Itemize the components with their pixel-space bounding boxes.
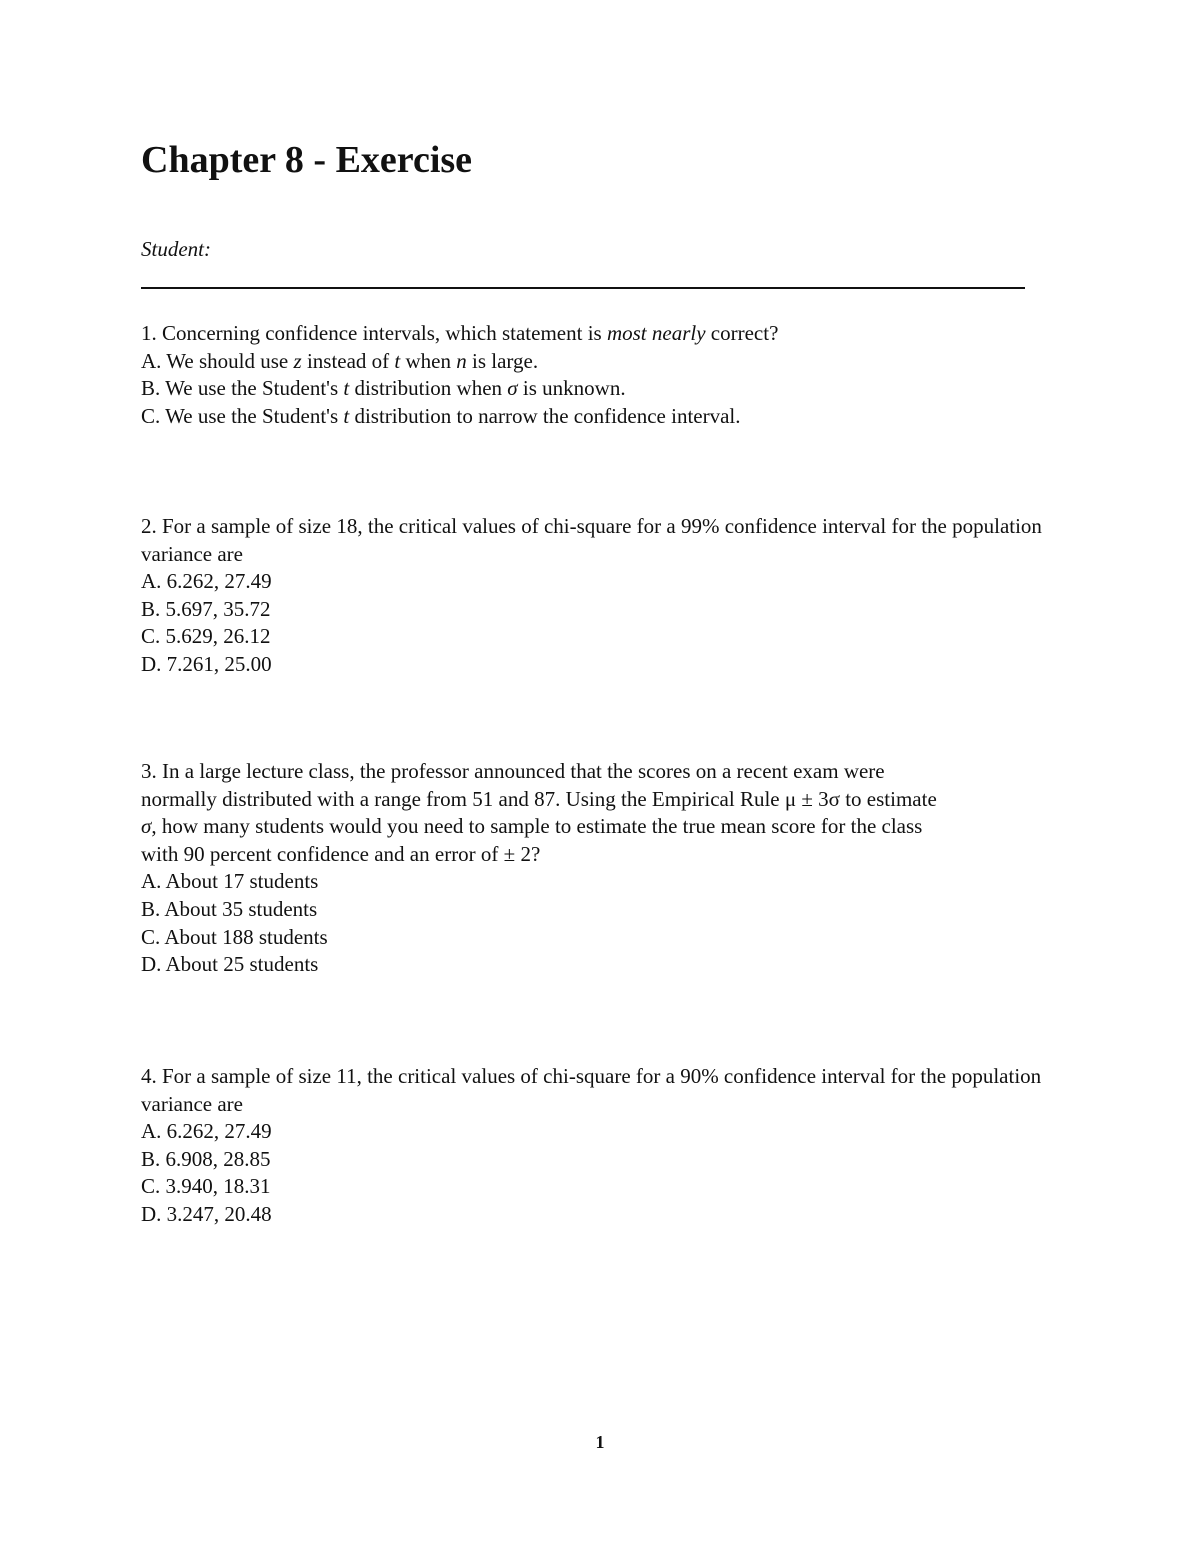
answer-option-c	[141, 403, 1061, 431]
answer-option-b: B. 5.697, 35.72	[141, 596, 271, 621]
stem-text: correct?	[705, 321, 779, 345]
answer-option-a: A. 6.262, 27.49	[141, 569, 272, 594]
option-text: distribution to narrow the confidence interval.	[349, 403, 741, 428]
question-stem-line: 3. In a large lecture class, the professor announced that the scores on a recent exam were	[141, 759, 885, 783]
math-variable: t	[343, 376, 350, 401]
answer-option-d: D. 3.247, 20.48	[141, 1201, 272, 1226]
question-stem-line: normally distributed with a range from 51 and 87. Using the Empirical Rule μ ± 3σ to estimate	[141, 786, 937, 811]
option-text: is unknown.	[517, 376, 626, 401]
math-variable: n	[456, 348, 467, 373]
question-2	[141, 513, 1061, 679]
question-stem	[141, 320, 1061, 348]
answer-option-c: C. About 188 students	[141, 924, 328, 949]
question-stem-line: with 90 percent confidence and an error of ± 2?	[141, 841, 541, 866]
option-text: C. We use the Student's	[141, 403, 344, 428]
student-name-line	[141, 287, 1025, 289]
question-stem: 4. For a sample of size 11, the critical values of chi-square for a 90% confidence interval for the population variance are	[141, 1064, 1042, 1116]
answer-option-d: D. About 25 students	[141, 952, 319, 977]
stem-text: , how many students would you need to sample to estimate the true mean score for the class	[151, 814, 923, 839]
math-variable: t	[394, 348, 401, 373]
math-variable: z	[293, 348, 302, 373]
question-3	[141, 758, 1061, 979]
option-text: B. We use the Student's	[141, 376, 344, 401]
question-stem-line	[141, 813, 1061, 841]
stem-emphasis: most nearly	[606, 321, 706, 345]
answer-option-a: A. About 17 students	[141, 869, 319, 894]
option-text: when	[400, 348, 457, 373]
answer-option-a: A. 6.262, 27.49	[141, 1119, 272, 1144]
answer-option-c: C. 3.940, 18.31	[141, 1174, 271, 1199]
answer-option-b: B. 6.908, 28.85	[141, 1146, 271, 1171]
answer-option-d: D. 7.261, 25.00	[141, 651, 272, 676]
stem-text: 1. Concerning confidence intervals, which statement is	[141, 321, 607, 345]
math-variable: t	[343, 403, 350, 428]
page-title: Chapter 8 - Exercise	[141, 139, 473, 181]
math-variable: σ	[141, 814, 152, 839]
option-text: is large.	[466, 348, 539, 373]
answer-option-b	[141, 375, 1061, 403]
answer-option-b: B. About 35 students	[141, 896, 318, 921]
question-1	[141, 320, 1061, 430]
question-stem: 2. For a sample of size 18, the critical values of chi-square for a 99% confidence interval for the population variance are	[141, 514, 1042, 566]
question-4	[141, 1063, 1061, 1229]
option-text: distribution when	[349, 376, 508, 401]
student-label: Student:	[141, 237, 211, 261]
answer-option-c: C. 5.629, 26.12	[141, 624, 271, 649]
math-variable: σ	[507, 376, 518, 401]
option-text: instead of	[301, 348, 395, 373]
option-text: A. We should use	[141, 348, 294, 373]
answer-option-a	[141, 348, 1061, 376]
page-number: 1	[595, 1432, 605, 1452]
